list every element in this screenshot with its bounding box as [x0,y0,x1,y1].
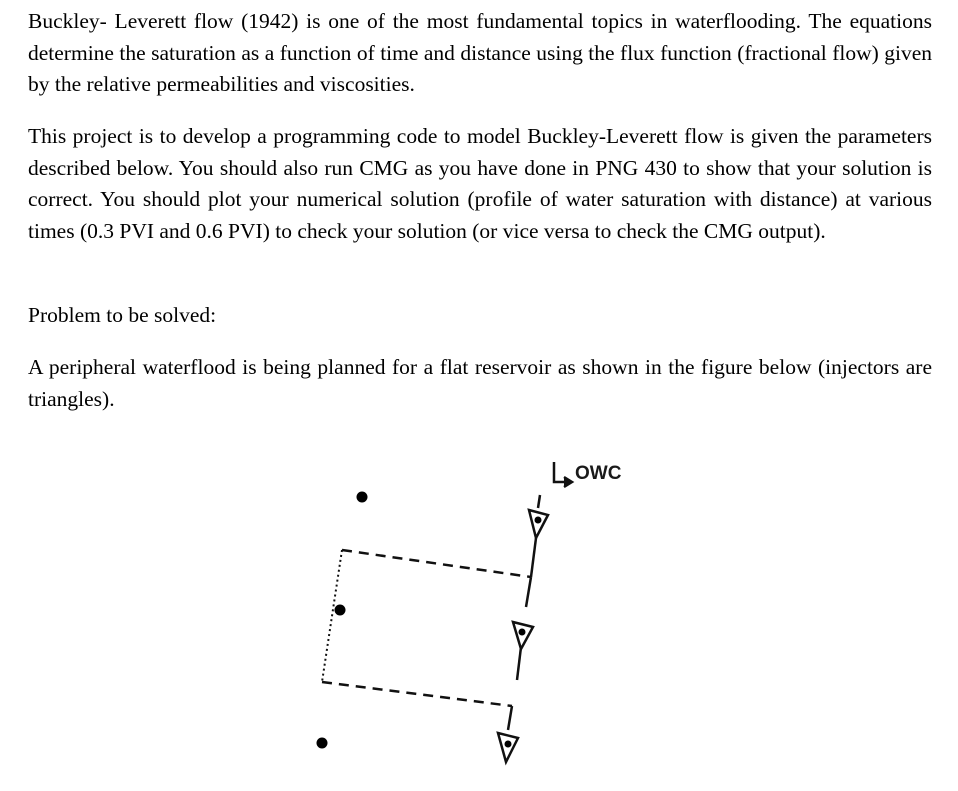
paragraph-project: This project is to develop a programming code to model Buckley-Leverett flow is given the parameters described below. You should also run CMG as you have done in PNG 430 to show that your solution is correct. You should plot your numerical solution (profile of water saturation with distance) at various times (0.3 PVI and 0.6 PVI) to check your solution (or vice versa to check the CMG output). [28,124,932,243]
paragraph-problem-heading: Problem to be solved: [28,303,217,327]
owc-marker-icon [554,462,572,487]
left-boundary-line [322,550,342,682]
producer-well-middle [335,605,346,616]
injector-well-bottom [498,733,518,762]
injector-well-top [529,510,548,538]
injector-well-middle [513,622,533,649]
reservoir-figure [300,450,660,785]
top-boundary-line [342,550,531,577]
paragraph-intro: Buckley- Leverett flow (1942) is one of the most fundamental topics in waterflooding. The equations determine the saturation as a function of time and distance using the flux function (fractional flow) given by the relative permeabilities and viscosities. [28,9,932,96]
reservoir-diagram [300,450,660,785]
paragraph-problem-description: A peripheral waterflood is being planned for a flat reservoir as shown in the figure below (injectors are triangles). [28,355,932,411]
producer-well-bottom [317,738,328,749]
bottom-boundary-line [322,682,512,706]
producer-well-top [357,492,368,503]
owc-label: OWC [575,463,622,484]
